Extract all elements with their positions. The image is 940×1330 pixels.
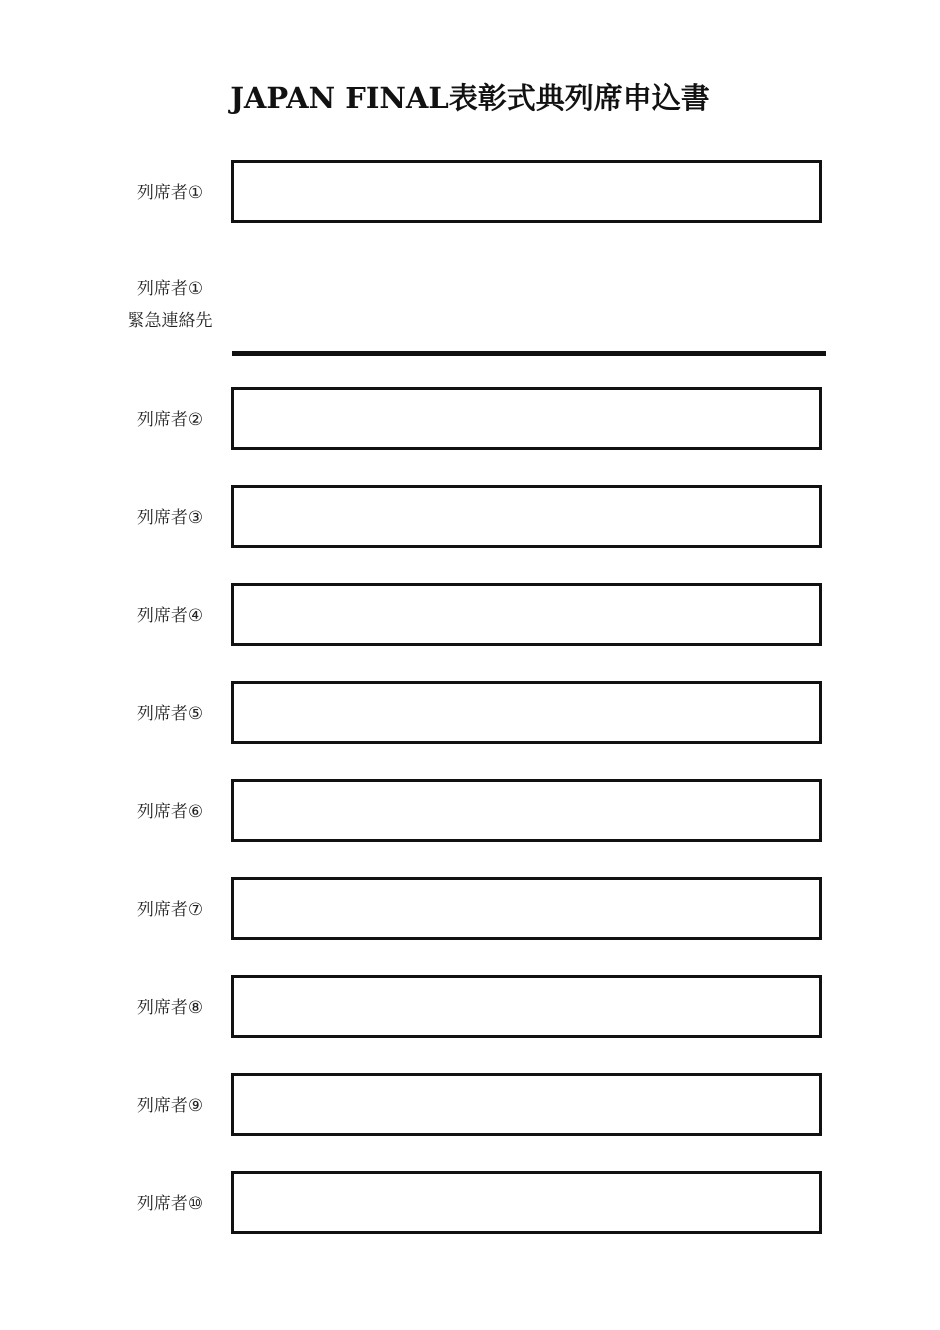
- emergency-contact-label: [110, 273, 230, 337]
- attendee-7-field[interactable]: [231, 877, 822, 940]
- attendee-2-field[interactable]: [231, 387, 822, 450]
- attendee-4-label: 列席者④: [136, 606, 204, 626]
- attendee-8-label: 列席者⑧: [136, 998, 204, 1018]
- attendee-9-field[interactable]: [231, 1073, 822, 1136]
- attendee-1-field[interactable]: [231, 160, 822, 223]
- attendee-7-label: 列席者⑦: [136, 900, 204, 920]
- attendee-3-field[interactable]: [231, 485, 822, 548]
- attendee-3-label: 列席者③: [136, 508, 204, 528]
- emergency-contact-label-line2: 緊急連絡先: [127, 311, 213, 331]
- attendee-1-label: 列席者①: [136, 183, 204, 203]
- attendee-10-label: 列席者⑩: [136, 1194, 204, 1214]
- emergency-contact-field[interactable]: [232, 300, 826, 356]
- attendee-8-field[interactable]: [231, 975, 822, 1038]
- attendee-6-field[interactable]: [231, 779, 822, 842]
- attendee-6-label: 列席者⑥: [136, 802, 204, 822]
- attendee-10-field[interactable]: [231, 1171, 822, 1234]
- attendee-9-label: 列席者⑨: [136, 1096, 204, 1116]
- form-title: JAPAN FINAL表彰式典列席申込書: [230, 81, 710, 115]
- emergency-contact-label-line1: 列席者①: [136, 279, 204, 299]
- attendee-5-field[interactable]: [231, 681, 822, 744]
- attendee-2-label: 列席者②: [136, 410, 204, 430]
- attendee-5-label: 列席者⑤: [136, 704, 204, 724]
- attendee-4-field[interactable]: [231, 583, 822, 646]
